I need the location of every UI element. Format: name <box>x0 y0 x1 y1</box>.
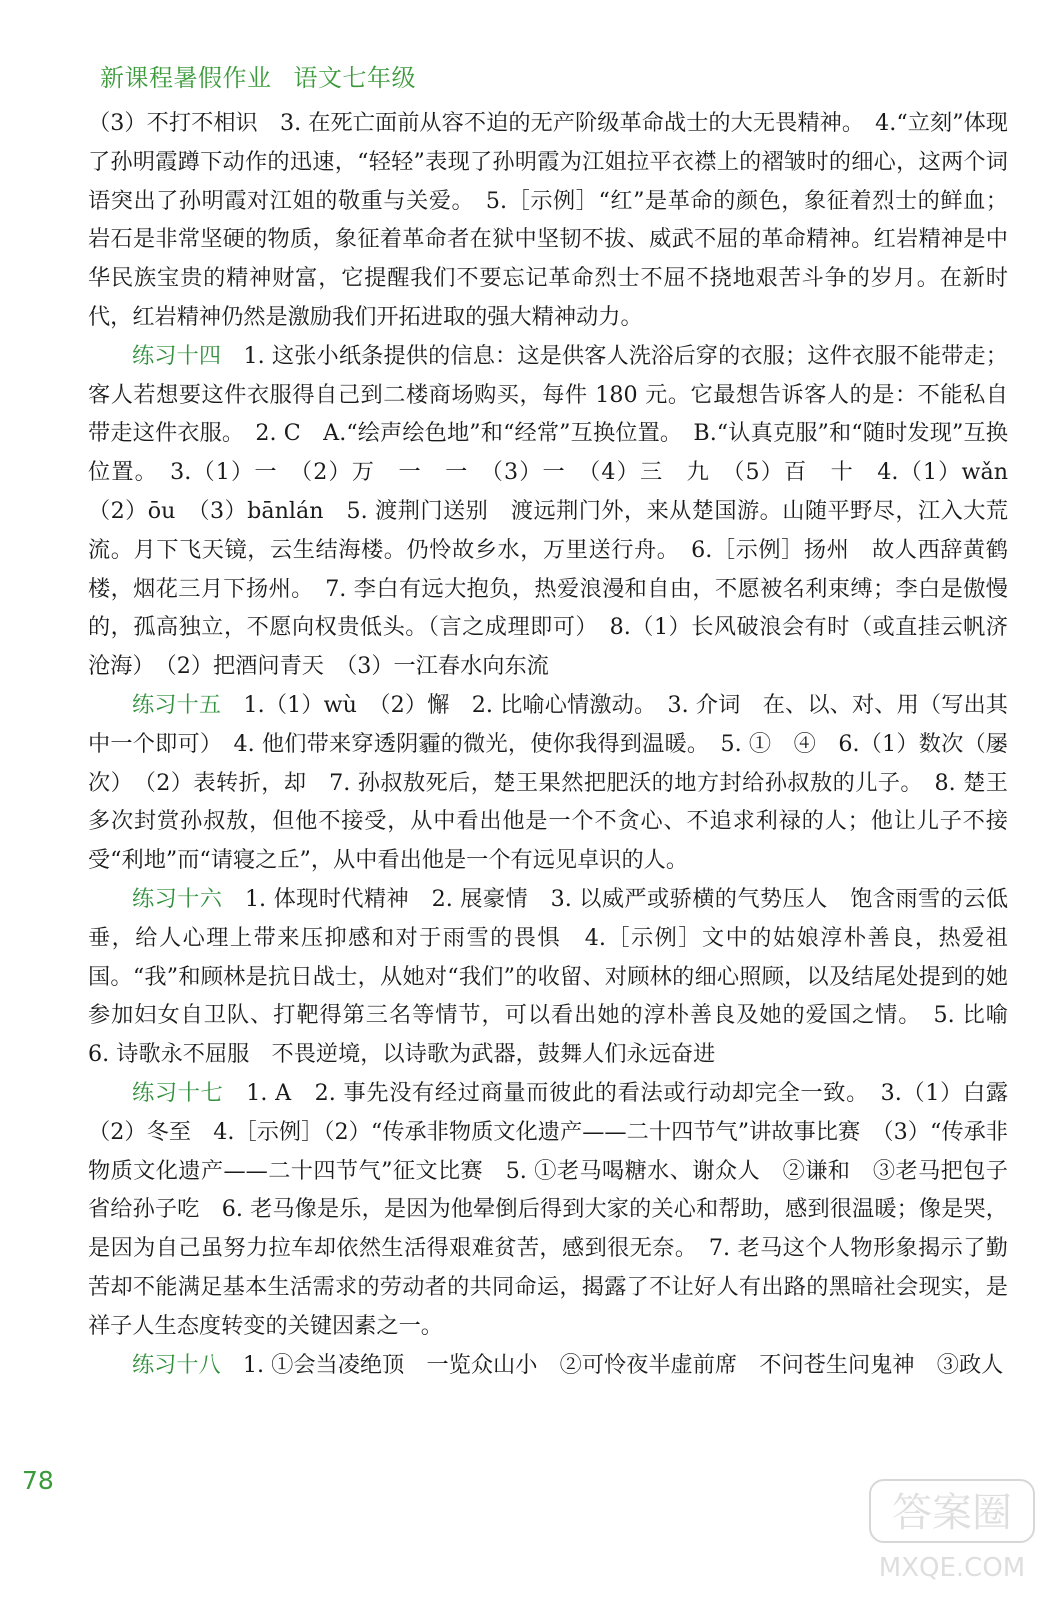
page-number: 78 <box>22 1466 54 1495</box>
exercise-heading: 练习十五 <box>132 691 222 718</box>
exercise-14 <box>88 337 1031 686</box>
paragraph-text: （3）不打不相识 3. 在死亡面前从容不迫的无产阶级革命战士的大无畏精神。 4.“立刻”体现了孙明霞蹲下动作的迅速，“轻轻”表现了孙明霞为江姐拉平衣襟上的褶皱时的细心，这两个词语突出了孙明霞对江姐的敬重与关爱。 5.［示例］“红”是革命的颜色，象征着烈士的鲜血；岩石是非常坚硬的物质，象征着革命者在狱中坚韧不拔、威武不屈的革命精神。红岩精神是中华民族宝贵的精神财富，它提醒我们不要忘记革命烈士不屈不挠地艰苦斗争的岁月。在新时代，红岩精神仍然是激励我们开拓进取的强大精神动力。 <box>88 110 1008 330</box>
paragraph-text: 1. ①会当凌绝顶 一览众山小 ②可怜夜半虚前席 不问苍生问鬼神 ③政人 <box>220 1351 1004 1378</box>
answer-paragraph <box>88 104 1008 337</box>
exercise-heading: 练习十六 <box>132 885 223 912</box>
exercise-heading: 练习十七 <box>132 1079 224 1106</box>
paragraph-text: 1. 这张小纸条提供的信息：这是供客人洗浴后穿的衣服；这件衣服不能带走；客人若想要这件衣服得自己到二楼商场购买，每件 180 元。它最想告诉客人的是：不能私自带走这件衣服。 2. C A.“绘声绘色地”和“经常”互换位置。 B.“认真克服”和“随时发现”互换位置。 3.（1）一 （2）万 一 一 （3）一 （4）三 九 （5）百 十 4.（1）wǎn （2）ōu （3）bānlán 5. 渡荆门送别 渡远荆门外，来从楚国游。山随平野尽，江入大荒流。月下飞天镜，云生结海楼。仍怜故乡水，万里送行舟。 6.［示例］扬州 故人西辞黄鹤楼，烟花三月下扬州。 7. 李白有远大抱负，热爱浪漫和自由，不愿被名利束缚；李白是傲慢的，孤高独立，不愿向权贵低头。（言之成理即可） 8.（1）长风破浪会有时（或直挂云帆济沧海） （2）把酒问青天 （3）一江春水向东流 <box>88 342 1031 680</box>
paragraph-text: 1.（1）wù （2）懈 2. 比喻心情激动。 3. 介词 在、以、对、用（写出其中一个即可） 4. 他们带来穿透阴霾的微光，使你我得到温暖。 5. ① ④ 6.（1）数次（屡次） （2）表转折，却 7. 孙叔敖死后，楚王果然把肥沃的地方封给孙叔敖的儿子。 8. 楚王多次封赏孙叔敖，但他不接受，从中看出他是一个不贪心、不追求利禄的人；他让儿子不接受“利地”而“请寝之丘”，从中看出他是一个有远见卓识的人。 <box>88 691 1008 874</box>
exercise-16 <box>88 880 1031 1074</box>
answer-content <box>88 104 1031 1384</box>
watermark-url: MXQE.COM <box>878 1553 1026 1583</box>
exercise-17 <box>88 1074 1031 1346</box>
exercise-15 <box>88 686 1008 880</box>
watermark-text: 答案圈 <box>892 1490 1012 1536</box>
paragraph-text: 1. 体现时代精神 2. 展豪情 3. 以威严或骄横的气势压人 饱含雨雪的云低垂，给人心理上带来压抑感和对于雨雪的畏惧 4.［示例］文中的姑娘淳朴善良，热爱祖国。“我”和顾林是抗日战士，从她对“我们”的收留、对顾林的细心照顾，以及结尾处提到的她参加妇女自卫队、打靶得第三名等情节，可以看出她的淳朴善良及她的爱国之情。 5. 比喻 6. 诗歌永不屈服 不畏逆境，以诗歌为武器，鼓舞人们永远奋进 <box>88 885 1031 1068</box>
exercise-heading: 练习十八 <box>132 1351 221 1378</box>
subject-grade: 语文七年级 <box>293 64 416 92</box>
book-title: 新课程暑假作业 <box>100 64 272 92</box>
page-header <box>100 58 416 93</box>
watermark-logo <box>862 1470 1042 1588</box>
exercise-18 <box>88 1346 1008 1385</box>
paragraph-text: 1. A 2. 事先没有经过商量而彼此的看法或行动却完全一致。 3.（1）白露 （2）冬至 4.［示例］（2）“传承非物质文化遗产——二十四节气”讲故事比赛 （3）“传承非物质文化遗产——二十四节气”征文比赛 5. ①老马喝糖水、谢众人 ②谦和 ③老马把包子省给孙子吃 6. 老马像是乐，是因为他晕倒后得到大家的关心和帮助，感到很温暖；像是哭，是因为自己虽努力拉车却依然生活得艰难贫苦，感到很无奈。 7. 老马这个人物形象揭示了勤苦却不能满足基本生活需求的劳动者的共同命运，揭露了不让好人有出路的黑暗社会现实，是祥子人生态度转变的关键因素之一。 <box>88 1079 1031 1339</box>
exercise-heading: 练习十四 <box>132 342 222 369</box>
